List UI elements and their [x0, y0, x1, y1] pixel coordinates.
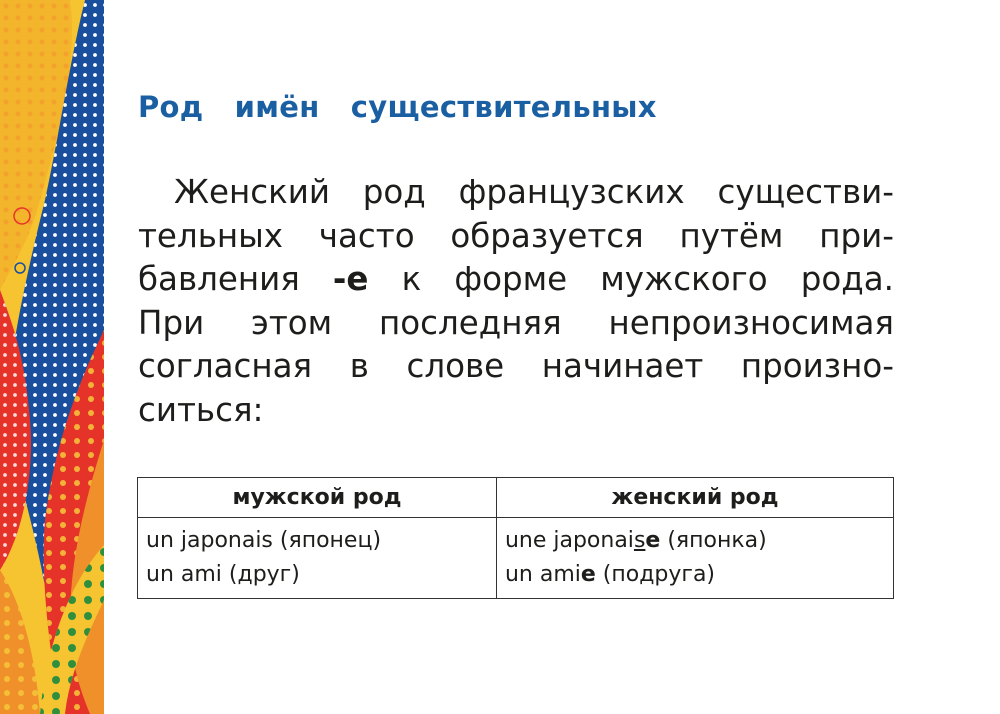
word: в [349, 347, 369, 385]
rule-paragraph [138, 171, 894, 432]
masculine-cell [138, 518, 497, 599]
example-translation: (японка) [660, 528, 767, 553]
word: тельных [138, 216, 283, 255]
word: этом [251, 303, 333, 342]
word: слове [406, 347, 505, 385]
column-header-masculine: мужской род [138, 478, 497, 518]
ending-e: -e [332, 260, 369, 298]
word: последняя [379, 303, 562, 342]
paragraph-line [138, 258, 894, 302]
paragraph-line [138, 345, 894, 389]
word: начинает [541, 347, 704, 385]
word: образуется [450, 216, 644, 255]
word: ситься: [138, 390, 264, 429]
word: согласная [138, 347, 313, 385]
table-header-row [138, 478, 894, 518]
feminine-ending: e [580, 562, 596, 587]
word: путём [679, 216, 784, 255]
example-masculine: un japonais (японец) [146, 528, 382, 553]
feminine-cell [496, 518, 893, 599]
paragraph-line [138, 215, 894, 259]
paragraph-line [138, 389, 894, 433]
page-title: Род имён существительных [138, 90, 657, 124]
word: к [401, 260, 422, 298]
word: род [362, 173, 426, 211]
decorative-side-pattern [0, 0, 104, 714]
feminine-ending: e [645, 528, 661, 553]
word: существи- [717, 173, 894, 211]
word: произно- [740, 347, 894, 385]
word: при- [819, 216, 894, 255]
word: Женский [174, 173, 330, 211]
example-translation: (подруга) [595, 562, 716, 587]
example-stem: une japonai [504, 528, 634, 553]
example-feminine [505, 558, 885, 592]
paragraph-line [138, 302, 894, 346]
example-stem: un ami [504, 562, 581, 587]
pronounced-consonant: s [633, 528, 646, 553]
word: непроизносимая [608, 303, 894, 342]
word: При [138, 303, 205, 342]
gender-table [137, 477, 894, 599]
table-row [138, 518, 894, 599]
word: рода. [800, 260, 894, 298]
column-header-feminine: женский род [496, 478, 893, 518]
paragraph-line [138, 171, 894, 215]
word: бавления [138, 260, 300, 298]
word: французских [458, 173, 685, 211]
word: мужского [600, 260, 768, 298]
word: часто [318, 216, 415, 255]
example-masculine: un ami (друг) [146, 562, 300, 587]
example-feminine [505, 524, 885, 558]
word: форме [454, 260, 568, 298]
